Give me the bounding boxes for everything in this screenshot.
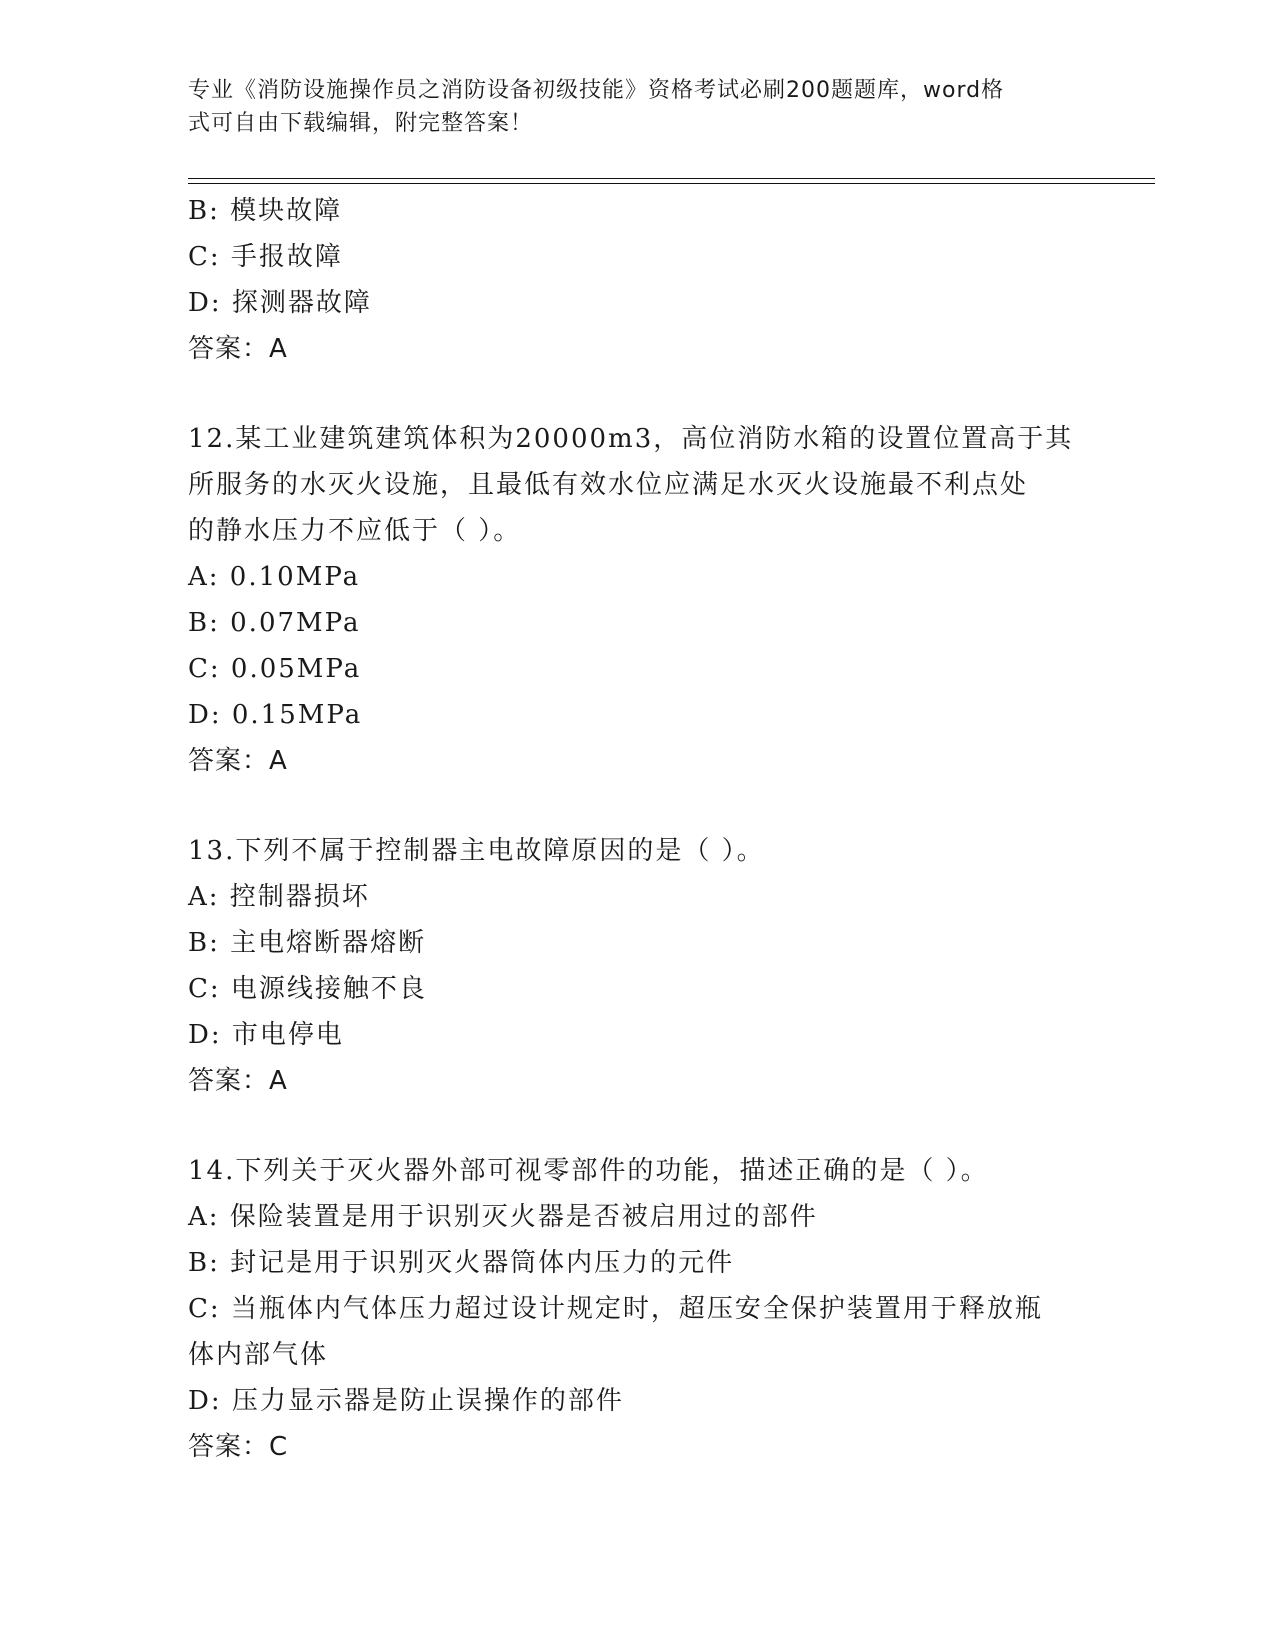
question-12-stem-line-1: 12.某工业建筑建筑体积为20000m3，高位消防水箱的设置位置高于其 — [188, 424, 1074, 454]
question-14-option-c-line-1: C: 当瓶体内气体压力超过设计规定时，超压安全保护装置用于释放瓶 — [188, 1294, 1043, 1324]
header-line-2: 式可自由下载编辑，附完整答案！ — [188, 111, 534, 136]
question-13-option-a: A: 控制器损坏 — [188, 882, 370, 912]
question-14-option-a: A: 保险装置是用于识别灭火器是否被启用过的部件 — [188, 1202, 818, 1232]
question-14-stem: 14.下列关于灭火器外部可视零部件的功能，描述正确的是（ ）。 — [188, 1156, 989, 1186]
question-13-option-d: D: 市电停电 — [188, 1020, 344, 1050]
question-13-answer: 答案：A — [188, 1066, 288, 1096]
question-11-option-d: D: 探测器故障 — [188, 288, 372, 318]
question-12-option-b: B: 0.07MPa — [188, 608, 361, 638]
question-12 — [188, 416, 1088, 784]
question-12-option-d: D: 0.15MPa — [188, 700, 363, 730]
document-header — [188, 74, 1068, 140]
question-11 — [188, 188, 1088, 372]
header-divider-bottom — [188, 183, 1155, 184]
question-12-option-c: C: 0.05MPa — [188, 654, 362, 684]
question-12-stem-line-3: 的静水压力不应低于（ ）。 — [188, 516, 522, 546]
question-12-answer: 答案：A — [188, 746, 288, 776]
question-12-option-a: A: 0.10MPa — [188, 562, 361, 592]
question-11-option-b: B: 模块故障 — [188, 196, 343, 226]
spacer — [188, 1104, 1088, 1148]
question-content — [188, 188, 1088, 1470]
question-14-option-c-line-2: 体内部气体 — [188, 1340, 329, 1370]
question-11-option-c: C: 手报故障 — [188, 242, 343, 272]
question-14-option-d: D: 压力显示器是防止误操作的部件 — [188, 1386, 624, 1416]
header-divider-top — [188, 178, 1155, 179]
spacer — [188, 372, 1088, 416]
question-13-stem: 13.下列不属于控制器主电故障原因的是（ ）。 — [188, 836, 765, 866]
question-13 — [188, 828, 1088, 1104]
question-13-option-b: B: 主电熔断器熔断 — [188, 928, 427, 958]
question-12-stem-line-2: 所服务的水灭火设施，且最低有效水位应满足水灭火设施最不利点处 — [188, 470, 1029, 500]
question-14-answer: 答案：C — [188, 1432, 289, 1462]
spacer — [188, 784, 1088, 828]
header-line-1: 专业《消防设施操作员之消防设备初级技能》资格考试必刷200题题库，word格 — [188, 78, 1005, 103]
question-11-answer: 答案：A — [188, 334, 288, 364]
question-13-option-c: C: 电源线接触不良 — [188, 974, 427, 1004]
question-14 — [188, 1148, 1088, 1470]
question-14-option-b: B: 封记是用于识别灭火器筒体内压力的元件 — [188, 1248, 735, 1278]
